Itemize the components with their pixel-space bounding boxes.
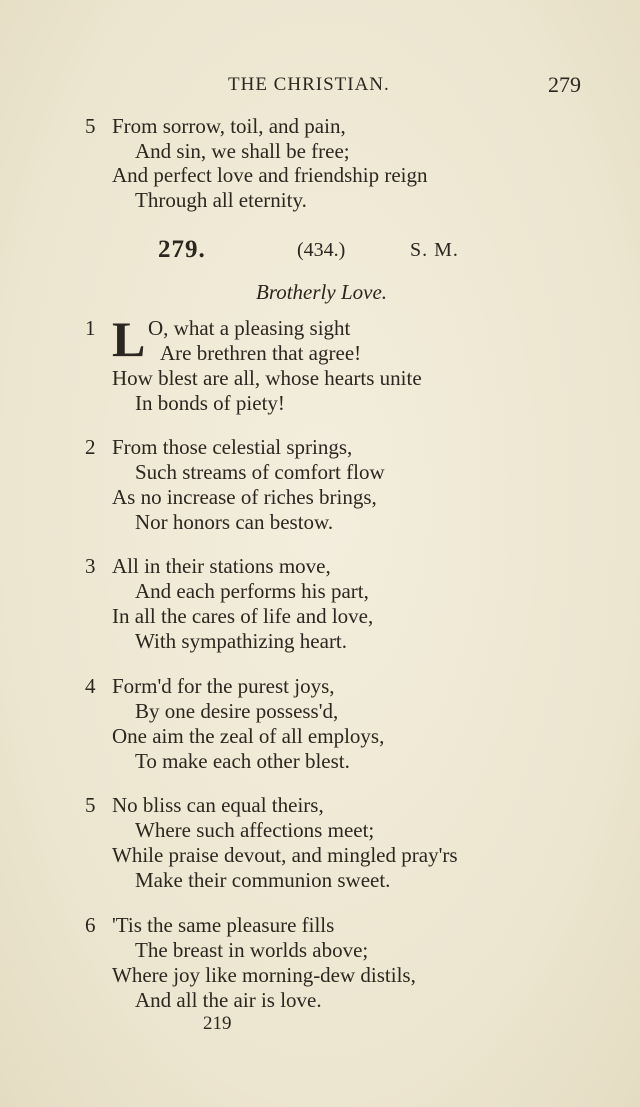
- drop-cap: L: [112, 311, 146, 367]
- verse-line: O, what a pleasing sight: [148, 316, 351, 340]
- verse-line: From those celestial springs,: [112, 435, 353, 459]
- verse-line: Where joy like morning-dew distils,: [112, 963, 416, 987]
- verse-number: 1: [85, 316, 96, 340]
- verse-line: Where such affections meet;: [135, 818, 375, 842]
- verse-line: In all the cares of life and love,: [112, 604, 374, 628]
- verse-line: From sorrow, toil, and pain,: [112, 114, 346, 138]
- verse-line: And each performs his part,: [135, 579, 369, 603]
- verse-line: Through all eternity.: [135, 188, 307, 212]
- verse-line: And perfect love and friendship reign: [112, 163, 428, 187]
- verse-line: 'Tis the same pleasure fills: [112, 913, 335, 937]
- page-number: 279: [548, 72, 581, 97]
- verse-number: 5: [85, 793, 96, 817]
- verse-number: 5: [85, 114, 96, 138]
- hymn-alt-number: (434.): [297, 239, 346, 261]
- verse-line: The breast in worlds above;: [135, 938, 369, 962]
- running-head: THE CHRISTIAN.: [228, 74, 390, 95]
- verse-line: And all the air is love.: [135, 988, 322, 1012]
- verse-line: No bliss can equal theirs,: [112, 793, 324, 817]
- verse-line: One aim the zeal of all employs,: [112, 724, 385, 748]
- verse-line: Form'd for the purest joys,: [112, 674, 335, 698]
- verse-line: With sympathizing heart.: [135, 629, 348, 653]
- verse-number: 6: [85, 913, 96, 937]
- verse-line: As no increase of riches brings,: [112, 485, 377, 509]
- hymn-subtitle: Brotherly Love.: [256, 280, 388, 304]
- verse-line: Are brethren that agree!: [160, 341, 362, 365]
- verse-number: 2: [85, 435, 96, 459]
- verse-line: In bonds of piety!: [135, 391, 285, 415]
- verse-line: By one desire possess'd,: [135, 699, 339, 723]
- verse-line: All in their stations move,: [112, 554, 331, 578]
- verse-line: Such streams of comfort flow: [135, 460, 385, 484]
- hymn-meter: S. M.: [410, 239, 459, 261]
- verse-line: Make their communion sweet.: [135, 868, 391, 892]
- verse-number: 3: [85, 554, 96, 578]
- signature-mark: 219: [203, 1013, 232, 1034]
- verse-number: 4: [85, 674, 96, 698]
- verse-line: Nor honors can bestow.: [135, 510, 334, 534]
- verse-line: While praise devout, and mingled pray'rs: [112, 843, 458, 867]
- verse-line: And sin, we shall be free;: [135, 139, 350, 163]
- verse-line: To make each other blest.: [135, 749, 350, 773]
- hymn-number: 279.: [158, 236, 206, 263]
- verse-line: How blest are all, whose hearts unite: [112, 366, 422, 390]
